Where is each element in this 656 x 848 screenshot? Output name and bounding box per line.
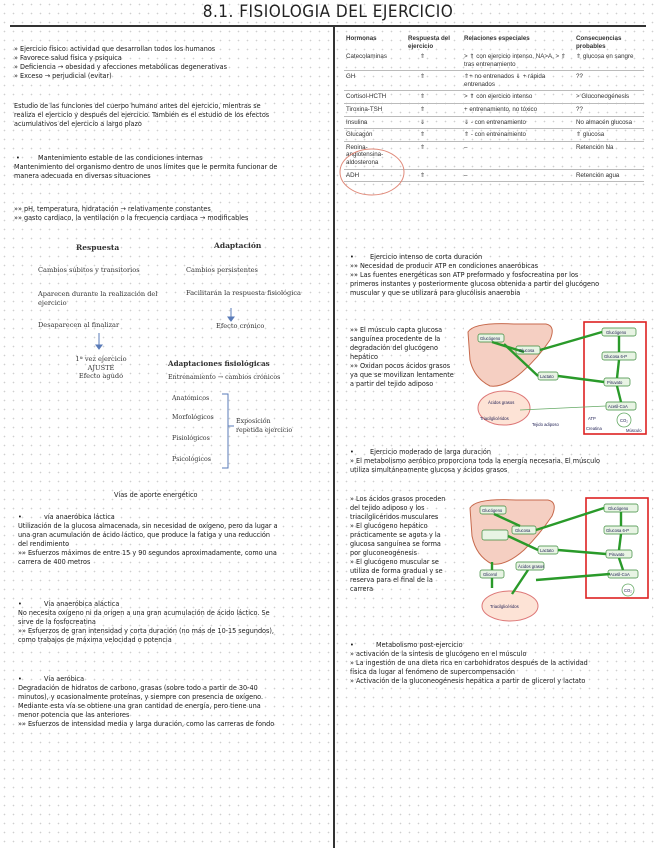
table-row bbox=[344, 103, 644, 116]
variables-list bbox=[14, 204, 248, 222]
vias-heading: Vías de aporte energético bbox=[114, 490, 198, 499]
fig2-label-acidos: Ácidos grasos bbox=[518, 564, 545, 569]
via-anaerobica-lactica bbox=[18, 512, 278, 566]
fig2-line: del tejido adiposo y los bbox=[350, 503, 425, 512]
table-header-row bbox=[344, 34, 644, 51]
fig2-line: por gluconeogénesis bbox=[350, 548, 418, 557]
fig1-line: ya que se movilizan lentamente bbox=[350, 370, 454, 379]
fig2-label-glucosa6p: Glucosa 6-P bbox=[606, 528, 630, 533]
hormone-name: GH bbox=[344, 71, 406, 91]
resp-item: Cambios súbitos y transitorios bbox=[38, 266, 140, 274]
table-header: Relaciones especiales bbox=[464, 35, 530, 42]
fig1-label-lactato: Lactato bbox=[540, 374, 554, 379]
fig1-label-co2: CO₂ bbox=[620, 418, 628, 423]
post-line: » Activación de la gluconeogénesis hepática a partir de glicerol y lactato bbox=[350, 676, 586, 685]
table-row bbox=[344, 91, 644, 104]
post-title: • Metabolismo post-ejercicio bbox=[350, 640, 463, 649]
hormone-name: Cortisol-HCTH bbox=[344, 91, 406, 104]
fig1-line: »» El músculo capta glucosa bbox=[350, 325, 443, 334]
via2-line: como trabajos de máxima velocidad o potencia bbox=[18, 635, 172, 644]
resp-item: ejercicio bbox=[38, 299, 67, 307]
hormone-name: Glucagón bbox=[344, 129, 406, 142]
relation-cell: ⇑ - con entrenamiento bbox=[462, 129, 574, 142]
intro-line: » Favorece salud física y psíquica bbox=[14, 53, 122, 62]
figure-mark bbox=[482, 530, 508, 540]
consequence-cell: ?? bbox=[574, 71, 644, 91]
via2-title: • Vía anaeróbica aláctica bbox=[18, 599, 120, 608]
training-line: Entrenamiento → cambios crónicos bbox=[168, 374, 281, 381]
consequence-cell: ?? bbox=[574, 103, 644, 116]
adaptaciones-fisiologicas-title: Adaptaciones fisiológicas bbox=[168, 359, 270, 368]
response-cell: ⇑ bbox=[406, 169, 462, 182]
via2-line: »» Esfuerzos de gran intensidad y corta duración (no más de 10-15 segundos), bbox=[18, 626, 274, 635]
via3-line: menor potencia que las anteriores bbox=[18, 710, 130, 719]
study-line: Estudio de las funciones del cuerpo humano antes del ejercicio, mientras se bbox=[14, 101, 261, 110]
via3-line: Degradación de hidratos de carbono, grasas (sobre todo a partir de 30-40 bbox=[18, 683, 258, 692]
response-cell: ⇑ bbox=[406, 103, 462, 116]
table-header: Hormonas bbox=[346, 35, 377, 42]
homeostasis-section bbox=[14, 153, 277, 180]
intro-line: » Exceso → perjudicial (evitar) bbox=[14, 71, 112, 80]
response-cell: ⇑ bbox=[406, 91, 462, 104]
table-row bbox=[344, 51, 644, 71]
fig2-line: utiliza de forma gradual y se bbox=[350, 566, 443, 575]
hormone-name: Renina-angiotensina-aldosterona bbox=[344, 141, 406, 169]
fig1-line: degradación del glucógeno bbox=[350, 343, 438, 352]
moderate-line: » El metabolismo aeróbico proporciona toda la energía necesaria. El músculo bbox=[350, 456, 600, 465]
via1-line: Utilización de la glucosa almacenada, sin necesidad de oxígeno, pero da lugar a bbox=[18, 521, 278, 530]
relation-cell: > ⇑ con ejercicio intenso, NA>A, > ⇑ tras entrenamiento bbox=[462, 51, 574, 71]
relation-cell: + entrenamiento, no tóxico bbox=[462, 103, 574, 116]
via2-line: No necesita oxígeno ni da origen a una gran acumulación de ácido láctico. Se bbox=[18, 608, 270, 617]
relation-cell: – bbox=[462, 169, 574, 182]
hormone-name: Tiroxina-TSH bbox=[344, 103, 406, 116]
table-row bbox=[344, 71, 644, 91]
consequence-cell: Retención agua bbox=[574, 169, 644, 182]
response-cell: ⇑ bbox=[406, 51, 462, 71]
via3-title: • Vía aeróbica bbox=[18, 674, 85, 683]
muscle-box bbox=[586, 498, 648, 598]
intense-line: primeros instantes y posteriormente glucosa obtenida a partir del glucógeno bbox=[350, 279, 600, 288]
relation-cell: > ⇑ con ejercicio intenso bbox=[462, 91, 574, 104]
intense-title: • Ejercicio intenso de corta duración bbox=[350, 252, 483, 261]
post-line: física da lugar al fenómeno de supercompensación bbox=[350, 667, 516, 676]
fig2-label-glicerol: Glicerol bbox=[483, 572, 498, 577]
table-row bbox=[344, 129, 644, 142]
via1-line: carrera de 400 metros bbox=[18, 557, 91, 566]
intense-line: muscular y que se utilizará para glucólisis anaerobia bbox=[350, 288, 521, 297]
fig1-label-piruvato: Piruvato bbox=[607, 380, 623, 385]
table-row bbox=[344, 116, 644, 129]
variables-line: »» gasto cardiaco, la ventilación o la frecuencia cardiaca → modificables bbox=[14, 213, 249, 222]
fig1-line: »» Oxidan pocos ácidos grasos bbox=[350, 361, 451, 370]
fig2-label-glucosa: Glucosa bbox=[515, 528, 531, 533]
moderate-title: • Ejercicio moderado de larga duración bbox=[350, 447, 491, 456]
via1-line: del rendimiento bbox=[18, 539, 70, 548]
hormone-name: ADH bbox=[344, 169, 406, 182]
adaptation-type: Morfológicos bbox=[172, 414, 214, 421]
via3-line: »» Esfuerzos de intensidad media y larga duración, como las carreras de fondo bbox=[18, 719, 275, 728]
relation-cell: – bbox=[462, 141, 574, 169]
resp-item: Desaparecen al finalizar bbox=[38, 321, 120, 329]
fig2-line: » Los ácidos grasos proceden bbox=[350, 494, 446, 503]
metabolism-figure-intense bbox=[464, 320, 650, 438]
insulin-glucagon-circle bbox=[338, 146, 410, 198]
hormone-name: Insulina bbox=[344, 116, 406, 129]
fig1-line: a partir del tejido adiposo bbox=[350, 379, 434, 388]
fig1-line: sanguínea procedente de la bbox=[350, 334, 441, 343]
study-line: realiza el ejercicio y después del ejercicio. También es el estudio de los efectos bbox=[14, 110, 270, 119]
fig1-notes bbox=[350, 325, 454, 388]
fig2-line: prácticamente se agota y la bbox=[350, 530, 441, 539]
fig1-label-tejido: Tejido adiposo bbox=[532, 422, 559, 427]
table-header: Consecuencias probables bbox=[576, 35, 622, 50]
adapt-item: Facilitarán la respuesta fisiológica bbox=[186, 289, 301, 297]
via3-line: Mediante esta vía se obtiene una gran cantidad de energía, pero tiene una bbox=[18, 701, 261, 710]
consequence-cell: ⇑ glucosa en sangre bbox=[574, 51, 644, 71]
fig2-label-glucogeno: Glucógeno bbox=[482, 508, 503, 513]
via1-line: »» Esfuerzos máximos de entre 15 y 90 segundos aproximadamente, como una bbox=[18, 548, 277, 557]
fig1-label-glucogeno: Glucógeno bbox=[480, 336, 501, 341]
fig1-label-acetilcoa: Acetil-CoA bbox=[608, 404, 628, 409]
hormone-name: Catecolaminas bbox=[344, 51, 406, 71]
fig1-label-creatina: Creatina bbox=[586, 426, 602, 431]
adapt-item: Efecto crónico bbox=[216, 322, 265, 330]
fig2-line: » El glucógeno hepático bbox=[350, 521, 428, 530]
consequence-cell: ⇑ glucosa bbox=[574, 129, 644, 142]
intense-line: »» Las fuentes energéticas son ATP preformado y fosfocreatina por los bbox=[350, 270, 579, 279]
relation-cell: ⇓ - con entrenamiento bbox=[462, 116, 574, 129]
fig1-label-musculo: Músculo bbox=[626, 428, 642, 433]
fig2-label-glucogeno-m: Glucógeno bbox=[608, 506, 629, 511]
fig1-label-acidos: Ácidos grasos bbox=[488, 400, 515, 405]
respuesta-heading: Respuesta bbox=[76, 243, 120, 252]
via-anaerobica-alactica bbox=[18, 599, 274, 644]
via2-line: sirve de la fosfocreatina bbox=[18, 617, 96, 626]
fig1-label-glucosa: Glucosa bbox=[519, 348, 535, 353]
first-exercise-block: 1ª vez ejercicio AJUSTE Efecto agudo bbox=[75, 355, 127, 381]
fig2-line: glucosa sanguínea se forma bbox=[350, 539, 441, 548]
study-paragraph bbox=[14, 101, 269, 128]
resp-item: Aparecen durante la realización del bbox=[38, 290, 158, 298]
consequence-cell: No almacén glucosa bbox=[574, 116, 644, 129]
response-cell: ⇓ bbox=[406, 116, 462, 129]
homeostasis-line: manera adecuada en diversas situaciones bbox=[14, 171, 151, 180]
adaptacion-heading: Adaptación bbox=[214, 241, 262, 250]
bracket bbox=[220, 392, 236, 472]
homeostasis-title: • Mantenimiento estable de las condiciones internas bbox=[16, 153, 203, 162]
intense-exercise-section bbox=[350, 252, 599, 297]
response-cell: ⇑ bbox=[406, 71, 462, 91]
fig2-label-triacil: Triacilglicéridos bbox=[490, 604, 519, 609]
moderate-line: utiliza simultáneamente glucosa y ácidos grasos bbox=[350, 465, 508, 474]
moderate-exercise-section bbox=[350, 447, 600, 474]
consequence-cell: Retención Na bbox=[574, 141, 644, 169]
fig2-label-co2: CO₂ bbox=[624, 588, 632, 593]
adapt-item: Cambios persistentes bbox=[186, 266, 258, 274]
relation-cell: ⇑+ no entrenados ⇓ + rápida entrenados bbox=[462, 71, 574, 91]
study-line: acumulativos del ejercicio a largo plazo bbox=[14, 119, 142, 128]
via1-title: • vía anaeróbica láctica bbox=[18, 512, 115, 521]
via3-line: minutos), y ocasionalmente proteínas, y siempre con presencia de oxígeno. bbox=[18, 692, 264, 701]
fig2-label-acetilcoa: Acetil-CoA bbox=[610, 572, 630, 577]
intro-line: » Deficiencia → obesidad y afecciones metabólicas degenerativas bbox=[14, 62, 227, 71]
response-cell: ⇑ bbox=[406, 141, 462, 169]
adaptation-type: Psicológicos bbox=[172, 456, 212, 463]
post-line: » activación de la síntesis de glucógeno en el músculo bbox=[350, 649, 527, 658]
homeostasis-line: Mantenimiento del organismo dentro de unos límites que le permita funcionar de bbox=[14, 162, 278, 171]
via-aerobica bbox=[18, 674, 274, 728]
adaptation-type: Anatómicos bbox=[172, 395, 210, 402]
fig1-label-triacil: Triacilglicéridos bbox=[480, 416, 509, 421]
fig1-label-glucogeno-m: Glucógeno bbox=[606, 330, 627, 335]
exposure-label: Exposición repetida ejercicio bbox=[236, 418, 293, 434]
post-line: » La ingestión de una dieta rica en carbohidratos después de la actividad bbox=[350, 658, 588, 667]
adaptation-type: Fisiológicos bbox=[172, 435, 210, 442]
fig2-line: » El glucógeno muscular se bbox=[350, 557, 439, 566]
fig1-label-atp: ATP bbox=[588, 416, 596, 421]
consequence-cell: > Gluconeogénesis bbox=[574, 91, 644, 104]
metabolism-figure-moderate bbox=[466, 496, 652, 624]
diagram-arrows bbox=[60, 308, 250, 354]
fig2-label-lactato: Lactato bbox=[540, 548, 554, 553]
via1-line: una gran acumulación de ácido láctico, que produce la fatiga y una reducción bbox=[18, 530, 270, 539]
page-title: 8.1. FISIOLOGIA DEL EJERCICIO bbox=[202, 2, 454, 22]
intro-list bbox=[14, 44, 227, 80]
table-header: Respuesta del ejercicio bbox=[408, 35, 450, 50]
title-underline bbox=[10, 25, 646, 27]
intense-line: »» Necesidad de producir ATP en condiciones anaeróbicas bbox=[350, 261, 539, 270]
fig2-label-piruvato: Piruvato bbox=[609, 552, 625, 557]
response-cell: ⇑ bbox=[406, 129, 462, 142]
column-divider bbox=[333, 27, 335, 848]
fig1-line: hepático bbox=[350, 352, 378, 361]
fig2-line: carrera bbox=[350, 584, 374, 593]
fig2-line: triacilglicéridos musculares bbox=[350, 512, 439, 521]
fig2-line: reserva para el final de la bbox=[350, 575, 433, 584]
fig1-label-glucosa6p: Glucosa 6-P bbox=[604, 354, 628, 359]
intro-line: » Ejercicio físico: actividad que desarrollan todos los humanos bbox=[14, 44, 216, 53]
fig2-notes bbox=[350, 494, 445, 593]
variables-line: »» pH, temperatura, hidratación → relativamente constantes bbox=[14, 204, 211, 213]
figure-mark bbox=[512, 570, 528, 594]
post-exercise-section bbox=[350, 640, 588, 685]
